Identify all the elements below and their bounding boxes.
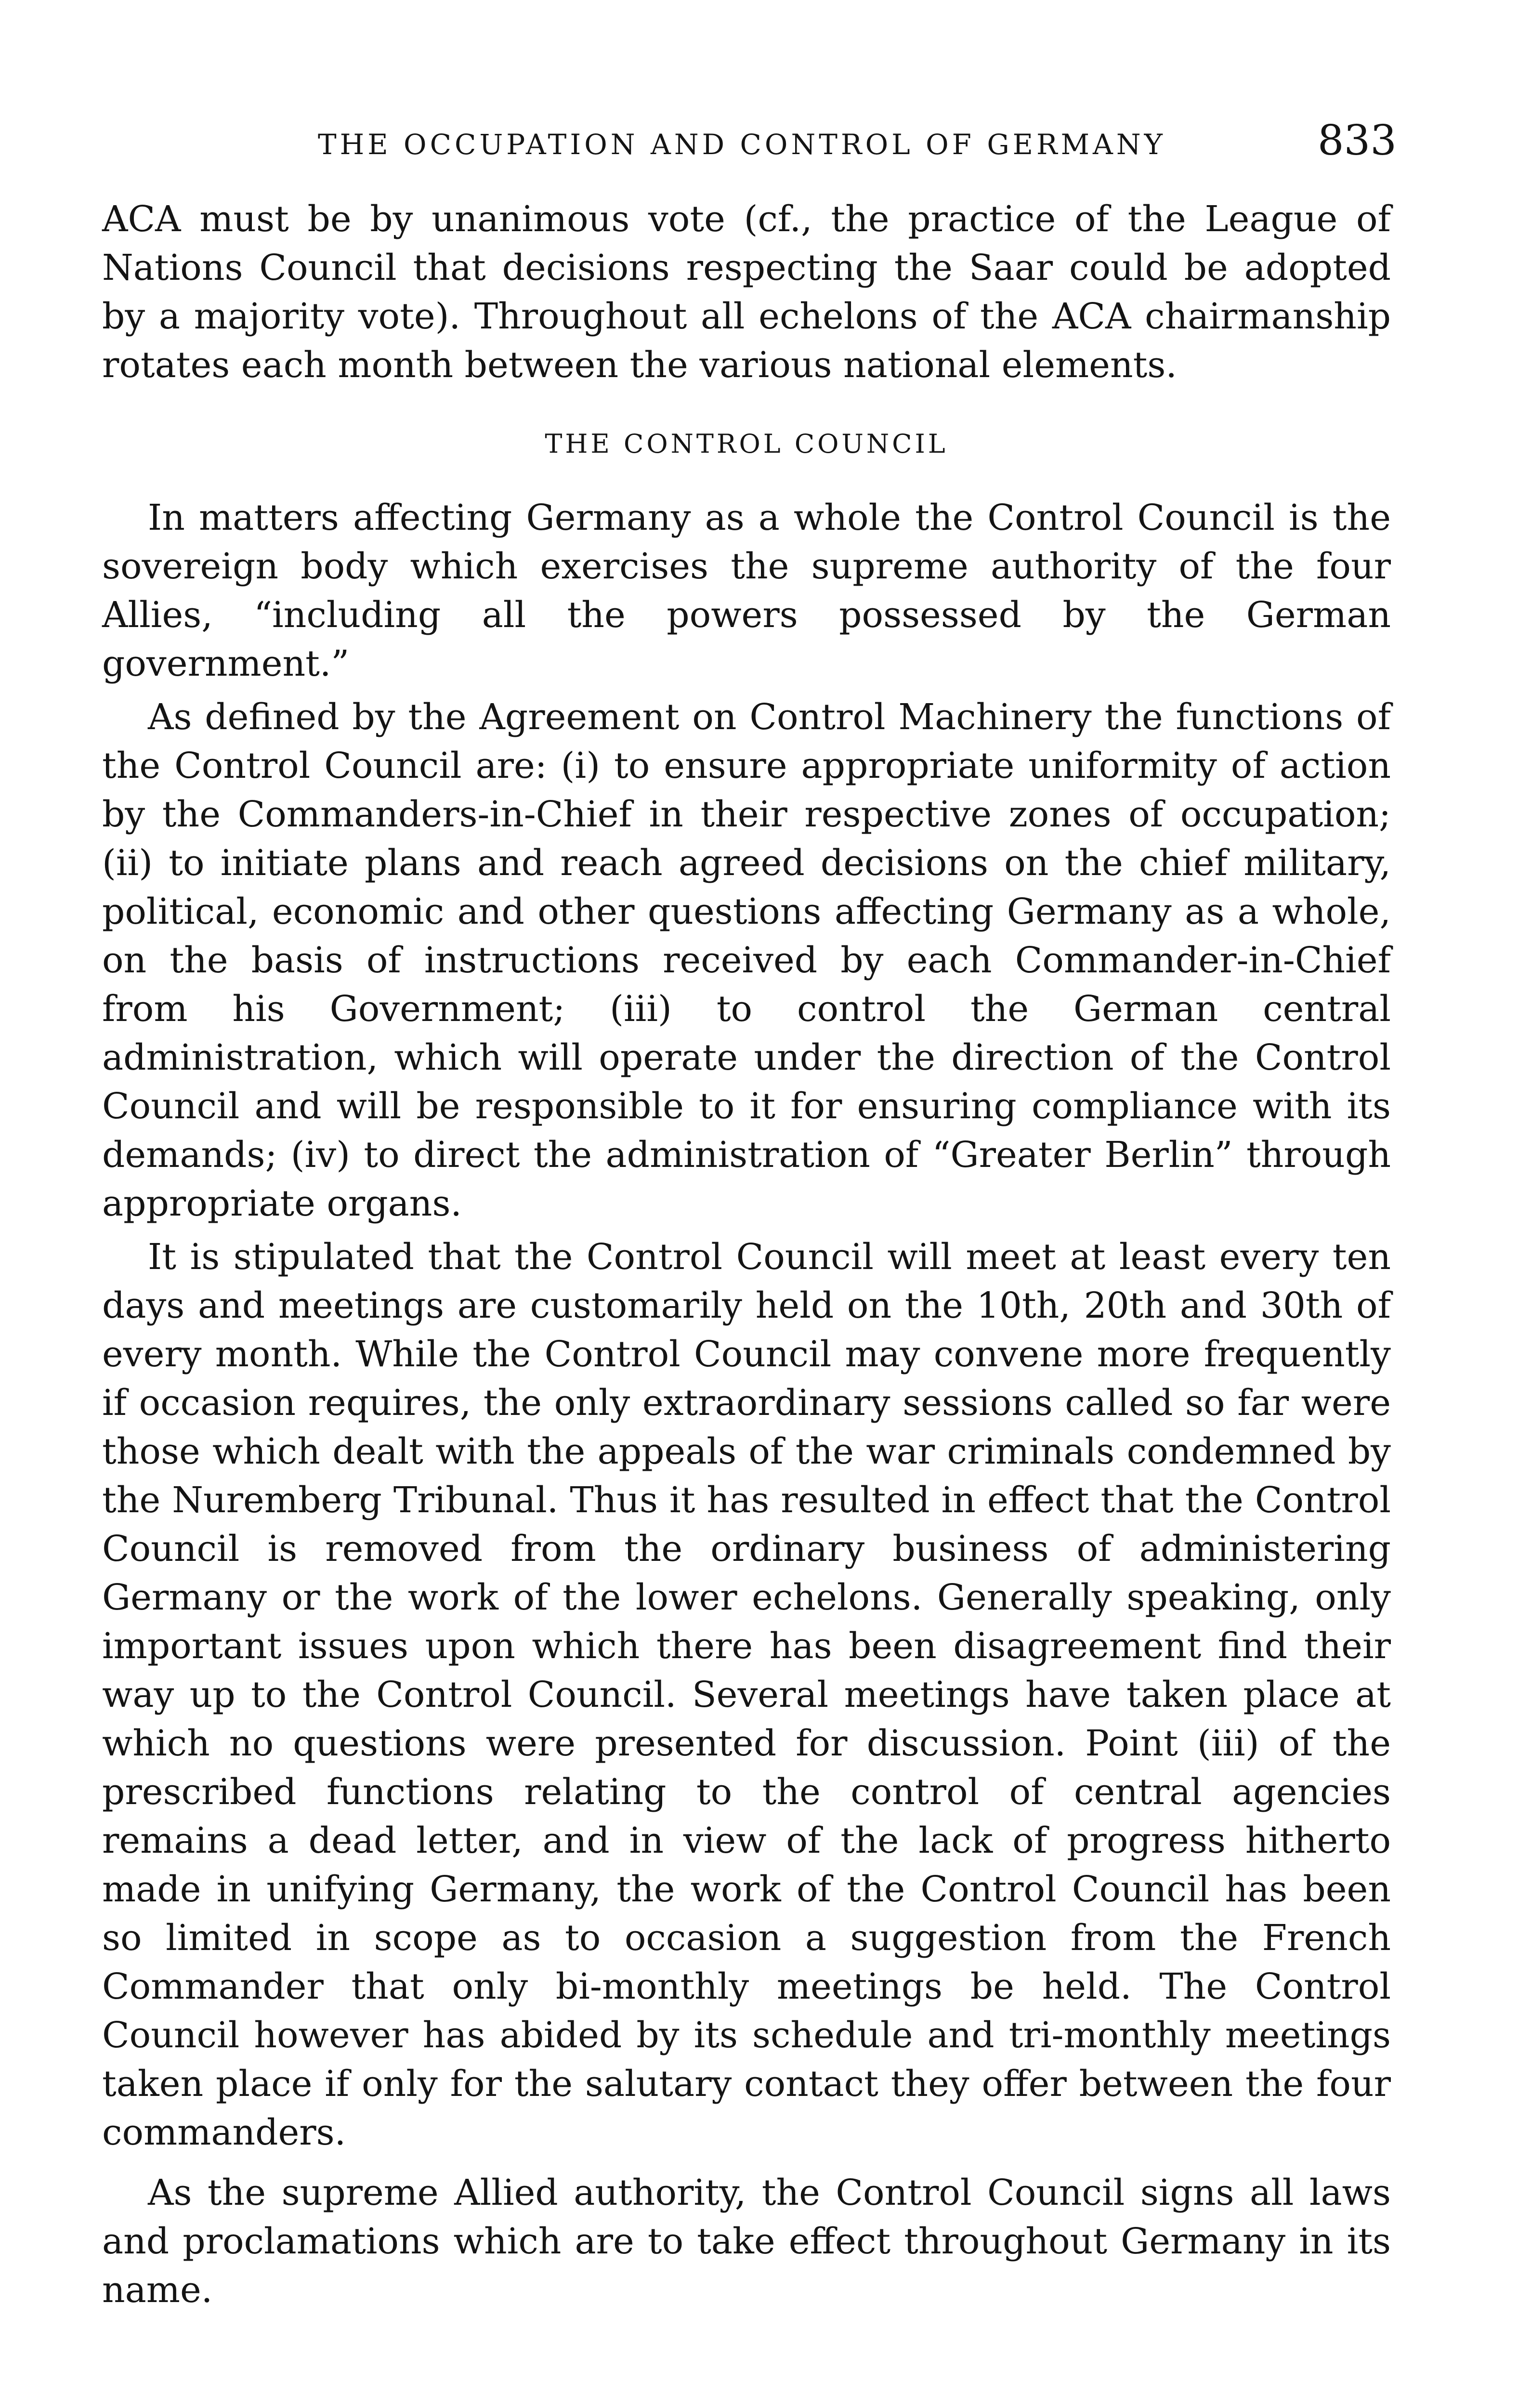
- paragraph-meetings: It is stipulated that the Control Council will meet at least every ten days and meetings are customarily held on the 10th, 20th and 30th of every month. While the Control Council may convene more frequently if occasion requires, the only extraordinary sessions called so far were those which dealt with the appeals of the war criminals condemned by the Nuremberg Tribunal. Thus it has resulted in effect that the Control Council is removed from the ordinary business of administering Germany or the work of the lower echelons. Generally speaking, only important issues upon which there has been disagreement find their way up to the Control Council. Several meetings have taken place at which no questions were presented for discussion. Point (iii) of the prescribed functions relating to the control of central agencies remains a dead letter, and in view of the lack of progress hitherto made in unifying Germany, the work of the Control Council has been so limited in scope as to occasion a suggestion from the French Commander that only bi-monthly meetings be held. The Control Council however has abided by its schedule and tri-monthly meetings taken place if only for the salutary contact they offer between the four commanders.: [102, 1236, 1391, 2153]
- section-heading: THE CONTROL COUNCIL: [545, 429, 948, 459]
- paragraph-gap: [102, 2157, 1391, 2169]
- paragraph-sovereign-body: In matters affecting Germany as a whole the Control Council is the sovereign body which exercises the supreme authority of the four Allies, “including all the powers possessed by the German government.”: [102, 497, 1391, 684]
- page-number: 833: [1317, 117, 1397, 165]
- paragraph-laws: As the supreme Allied authority, the Control Council signs all laws and proclamations which are to take effect throughout Germany in its name.: [102, 2172, 1391, 2311]
- paragraph-functions: As defined by the Agreement on Control Machinery the functions of the Control Council are: (i) to ensure appropriate uniformity of action by the Commanders-in-Chief in their respective zones of occupation; (ii) to initiate plans and reach agreed decisions on the chief military, political, economic and other questions affecting Germany as a whole, on the basis of instructions received by each Commander-in-Chief from his Government; (iii) to control the German central administration, which will operate under the direction of the Control Council and will be responsible to it for ensuring compliance with its demands; (iv) to direct the administration of “Greater Berlin” through appropriate organs.: [102, 696, 1391, 1224]
- running-head: [101, 117, 1397, 176]
- text-block: [102, 195, 1391, 2315]
- paragraph-gap: [102, 1228, 1391, 1233]
- paragraph-gap: [102, 688, 1391, 693]
- continuation-paragraph: ACA must be by unanimous vote (cf., the practice of the League of Nations Council that decisions respecting the Saar could be adopted by a majority vote). Throughout all echelons of the ACA chairmanship rotates each month between the various national elements.: [102, 198, 1391, 386]
- running-title: THE OCCUPATION AND CONTROL OF GERMANY: [318, 128, 1166, 161]
